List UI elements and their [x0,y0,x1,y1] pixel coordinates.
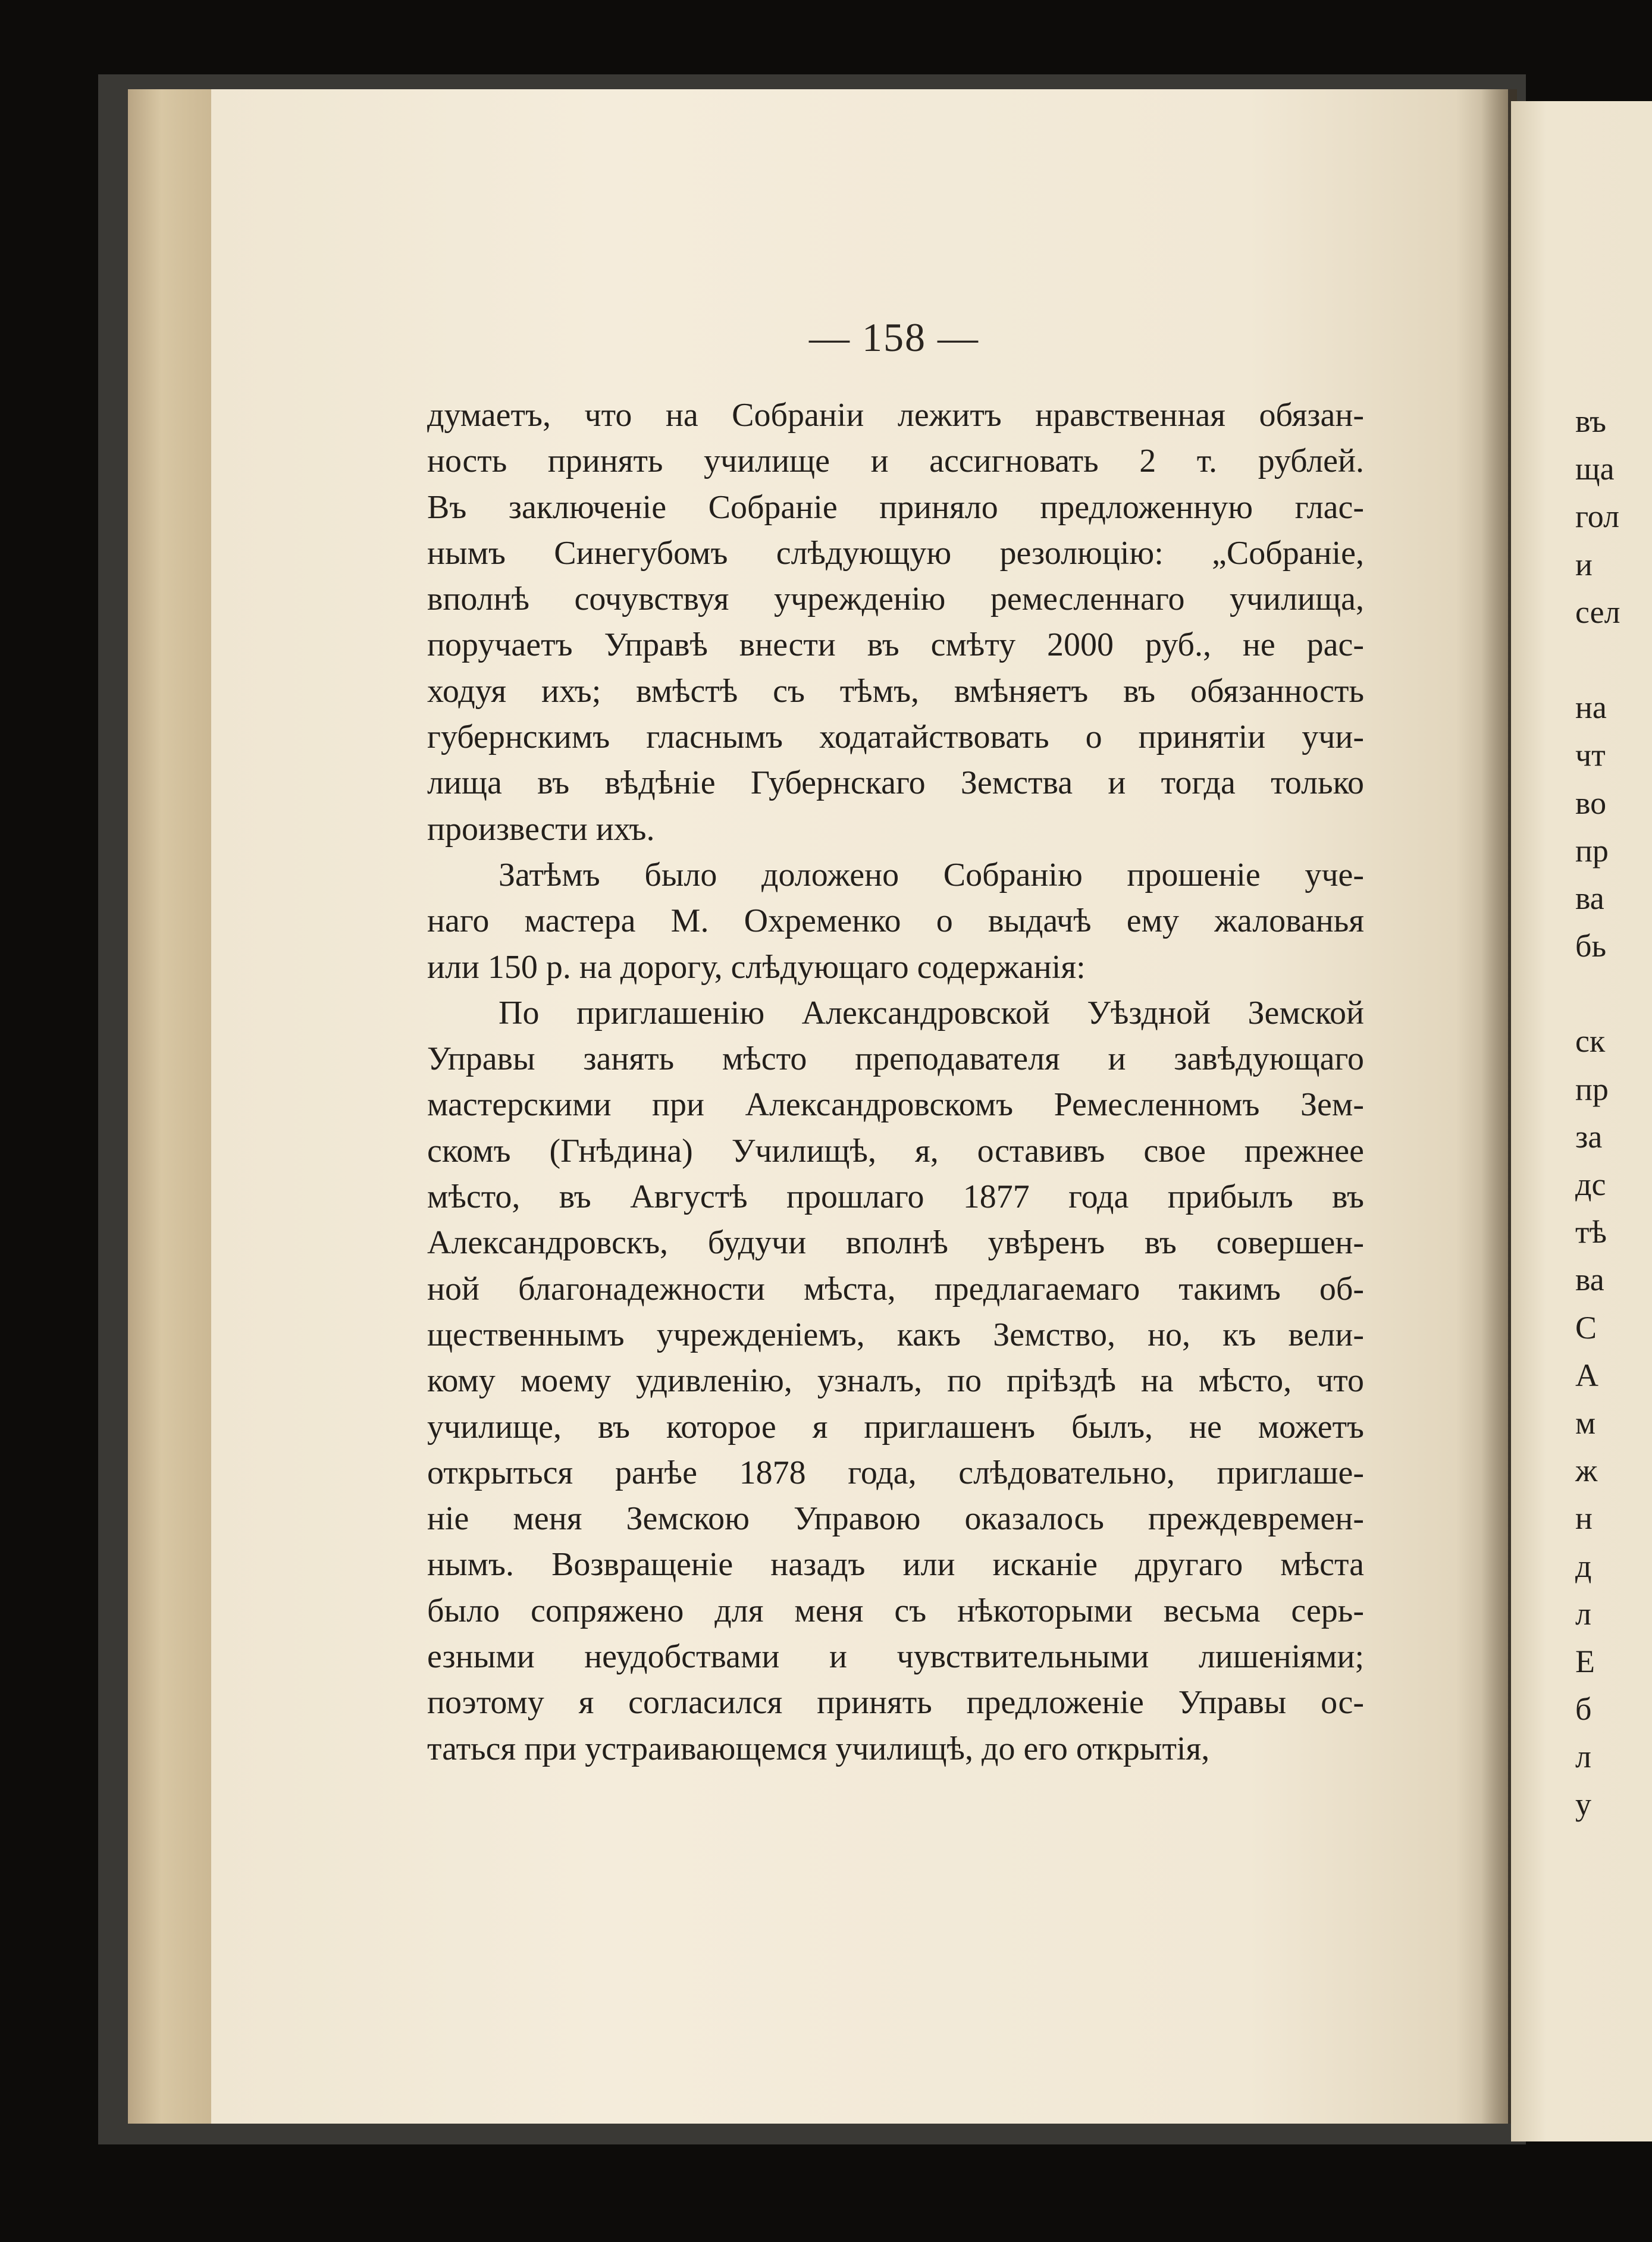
text-line: или 150 р. на дорогу, слѣдующаго содержанія: [427,948,1086,986]
text-line: мѣсто, въ Августѣ прошлаго 1877 года прибылъ въ [427,1178,1364,1216]
text-line: ной благонадежности мѣста, предлагаемаго такимъ об- [427,1270,1364,1307]
text-line: поэтому я согласился принять предложеніе Управы ос- [427,1684,1364,1722]
text-line: ніе меня Земскою Управою оказалось преждевремен- [427,1500,1364,1538]
text-line: Александровскъ, будучи вполнѣ увѣренъ въ совершен- [427,1224,1364,1262]
facing-text-fragment: бь [1575,928,1607,964]
facing-text-fragment: м [1575,1404,1596,1441]
text-line: произвести ихъ. [427,810,655,848]
facing-text-fragment [1575,970,1652,1017]
facing-text-fragment: б [1575,1691,1592,1727]
facing-text-fragment: пр [1575,832,1609,868]
facing-text-fragment: ва [1575,880,1604,916]
text-line: мастерскими при Александровскомъ Ремесленномъ Зем- [427,1086,1364,1124]
body-text [427,393,1364,1772]
facing-text-fragment: на [1575,689,1607,726]
facing-text-fragment: А [1575,1357,1598,1393]
facing-page-text [1575,397,1652,1829]
facing-text-fragment: н [1575,1500,1593,1537]
facing-text-fragment: тѣ [1575,1214,1607,1250]
facing-text-fragment: ща [1575,451,1615,487]
facing-text-fragment: Е [1575,1643,1595,1679]
text-line: поручаетъ Управѣ внести въ смѣту 2000 руб., не рас- [427,626,1364,664]
text-line: Затѣмъ было доложено Собранію прошеніе уче- [499,856,1364,893]
text-line: нымъ. Возвращеніе назадъ или исканіе другаго мѣста [427,1546,1364,1583]
facing-text-fragment: во [1575,785,1607,821]
facing-text-fragment: л [1575,1739,1591,1775]
text-line: кому моему удивленію, узналъ, по пріѣздѣ на мѣсто, что [427,1362,1364,1400]
facing-text-fragment: чт [1575,737,1606,773]
text-line: езными неудобствами и чувствительными лишеніями; [427,1638,1364,1676]
text-line: ность принять училище и ассигновать 2 т. рублей. [427,443,1364,480]
facing-text-fragment: и [1575,546,1593,582]
text-line: думаетъ, что на Собраніи лежитъ нравственная обязан- [427,397,1364,434]
text-line: таться при устраивающемся училищѣ, до его открытія, [427,1730,1210,1767]
facing-text-fragment: за [1575,1118,1603,1155]
facing-text-fragment: ж [1575,1453,1598,1489]
facing-text-fragment: пр [1575,1071,1609,1107]
facing-text-fragment: гол [1575,498,1620,535]
text-line: наго мастера М. Охременко о выдачѣ ему жалованья [427,902,1364,940]
text-line: открыться ранѣе 1878 года, слѣдовательно, приглаше- [427,1454,1364,1491]
text-line: губернскимъ гласнымъ ходатайствовать о принятіи учи- [427,719,1364,756]
text-line: скомъ (Гнѣдина) Училищѣ, я, оставивъ свое прежнее [427,1132,1364,1169]
text-line: было сопряжено для меня съ нѣкоторыми весьма серь- [427,1592,1364,1629]
page-number: — 158 — [809,315,979,360]
text-line: училище, въ которое я приглашенъ былъ, не можетъ [427,1408,1364,1445]
text-line: лища въ вѣдѣніе Губернскаго Земства и тогда только [427,764,1364,802]
text-line: вполнѣ сочувствуя учрежденію ремесленнаго училища, [427,581,1364,618]
text-line: Въ заключеніе Собраніе приняло предложенную глас- [427,488,1364,526]
facing-text-fragment: ск [1575,1023,1606,1059]
facing-text-fragment: ва [1575,1262,1604,1298]
text-line: щественнымъ учрежденіемъ, какъ Земство, но, къ вели- [427,1316,1364,1353]
text-line: По приглашенію Александровской Уѣздной Земской [499,994,1364,1031]
text-line: ходуя ихъ; вмѣстѣ съ тѣмъ, вмѣняетъ въ обязанность [427,672,1364,710]
facing-text-fragment: у [1575,1786,1591,1823]
facing-text-fragment: въ [1575,403,1607,439]
facing-text-fragment: сел [1575,594,1620,630]
facing-text-fragment: С [1575,1309,1597,1346]
text-line: нымъ Синегубомъ слѣдующую резолюцію: „Собраніе, [427,534,1364,572]
facing-text-fragment: л [1575,1595,1591,1632]
facing-text-fragment: дс [1575,1167,1606,1202]
facing-text-fragment: д [1575,1548,1592,1584]
page-stack-edge [128,89,211,2124]
facing-text-fragment [1575,636,1652,683]
text-line: Управы занять мѣсто преподавателя и завѣдующаго [427,1040,1364,1078]
